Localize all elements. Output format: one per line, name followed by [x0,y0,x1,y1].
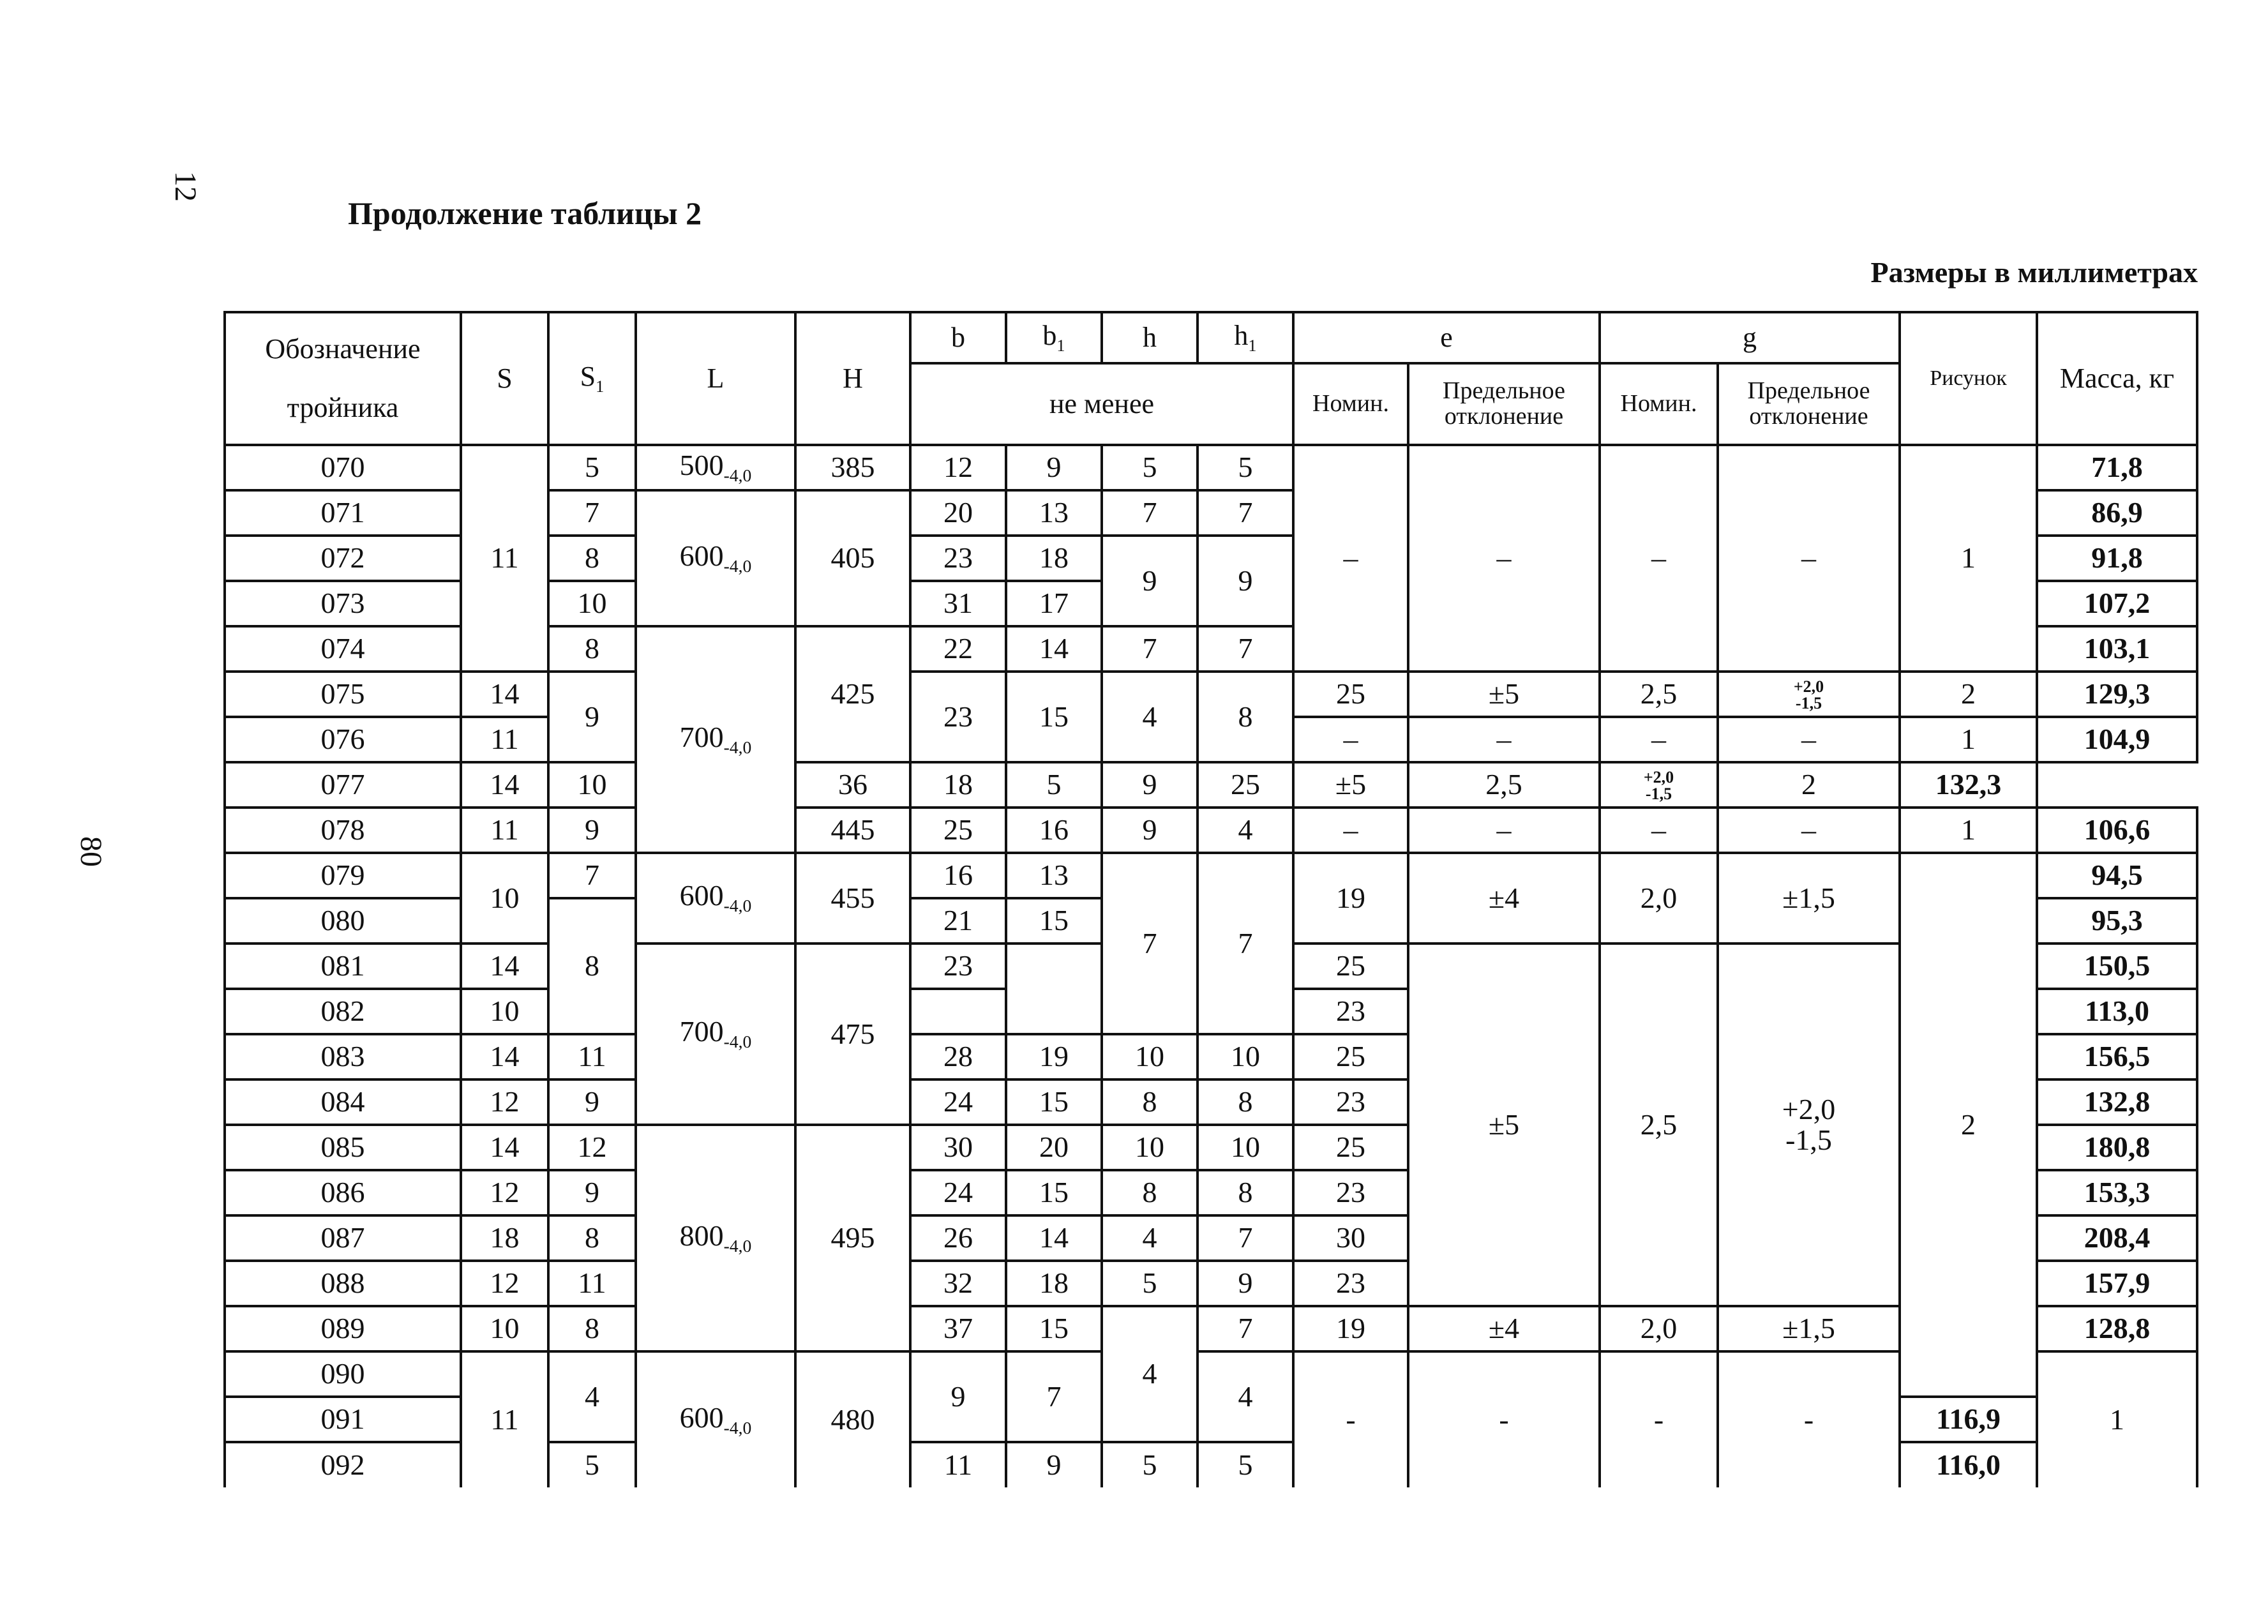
h1-cell: 7 [1198,853,1293,1034]
s1-cell: 8 [548,1306,636,1351]
b-cell: 25 [910,808,1006,853]
mass-cell: 157,9 [2037,1261,2197,1306]
h1-cell: 9 [1198,536,1293,626]
g-nom-cell: - [1600,1351,1718,1487]
mass-cell: 128,8 [2037,1306,2197,1351]
header-h-big: H [795,312,910,445]
g-dev-cell: - [1718,1351,1900,1487]
g-nom-cell: 2,5 [1600,944,1718,1306]
h1-cell: 9 [1102,762,1198,808]
mass-cell: 180,8 [2037,1125,2197,1170]
page-number-top: 12 [169,171,202,202]
mass-cell: 156,5 [2037,1034,2197,1079]
g-nom-cell: – [1600,445,1718,672]
s1-cell: 8 [548,536,636,581]
s-cell: 11 [461,1351,548,1487]
mass-cell: 208,4 [2037,1215,2197,1261]
e-nom-cell: 23 [1293,1170,1408,1215]
header-h1: $h_1$ [1198,312,1293,363]
b-cell: 23 [910,672,1006,762]
header-g: g [1600,312,1900,363]
b1-cell: 20 [1006,1125,1102,1170]
s-cell: 14 [461,762,548,808]
s-cell: 10 [461,989,548,1034]
b-cell: 21 [910,898,1006,944]
e-nom-cell: 19 [1293,853,1408,944]
designation-cell: 086 [225,1170,461,1215]
mass-cell: 104,9 [2037,717,2197,762]
header-g-dev: Предельное отклонение [1718,363,1900,445]
mass-cell: 116,9 [1900,1397,2037,1442]
b-cell: 16 [910,853,1006,898]
h1-cell: 8 [1198,1170,1293,1215]
h-cell: 4 [1102,672,1198,762]
figure-cell: 2 [1900,672,2037,717]
designation-cell: 072 [225,536,461,581]
figure-cell: 1 [1900,717,2037,762]
h-big-cell: 425 [795,626,910,762]
g-dev-cell: ±1,5 [1718,1306,1900,1351]
header-e-dev: Предельное отклонение [1408,363,1600,445]
b1-cell: 18 [910,762,1006,808]
s1-cell: 9 [548,808,636,853]
h-big-cell: 445 [795,808,910,853]
designation-cell: 076 [225,717,461,762]
h1-cell: 8 [1198,672,1293,762]
mass-cell: 150,5 [2037,944,2197,989]
mass-cell: 91,8 [2037,536,2197,581]
h-cell: 10 [1102,1125,1198,1170]
header-mass: Масса, кг [2037,312,2197,445]
e-nom-cell: 25 [1293,1125,1408,1170]
mass-cell: 132,8 [2037,1079,2197,1125]
page-number-side: 80 [74,836,108,867]
g-nom-cell: – [1600,808,1718,853]
b-cell: 22 [910,626,1006,672]
b-cell: 37 [910,1306,1006,1351]
s1-cell: 9 [548,672,636,762]
b1-cell: 13 [1006,490,1102,536]
table-row [225,853,2197,898]
b1-cell: 13 [1006,853,1102,898]
s-cell: 14 [461,672,548,717]
s1-cell: 5 [548,445,636,490]
l-cell: $700_{-4,0}$ [636,626,795,853]
table-title: Продолжение таблицы 2 [348,195,702,231]
mass-cell: 116,0 [1900,1442,2037,1487]
b-cell: 23 [910,944,1006,989]
b1-cell: 15 [1006,672,1102,762]
s1-cell: 10 [548,581,636,626]
s1-cell: 7 [548,853,636,898]
s-cell: 10 [461,1306,548,1351]
b-cell: 9 [910,1351,1006,1442]
designation-cell: 073 [225,581,461,626]
e-nom-cell: – [1293,445,1408,672]
designation-cell: 078 [225,808,461,853]
designation-cell: 088 [225,1261,461,1306]
h-cell: 5 [1102,1261,1198,1306]
s-cell: 12 [461,1079,548,1125]
designation-cell: 074 [225,626,461,672]
mass-cell: 86,9 [2037,490,2197,536]
b1-cell: 18 [1006,536,1102,581]
e-nom-cell: 25 [1293,1034,1408,1079]
header-figure: Рисунок [1900,312,2037,445]
designation-cell: 083 [225,1034,461,1079]
header-b1: $b_1$ [1006,312,1102,363]
e-nom-cell: - [1293,1351,1408,1487]
e-nom-cell: 19 [1293,1306,1408,1351]
e-nom-cell: 23 [1293,989,1408,1034]
g-nom-cell: 2,0 [1600,1306,1718,1351]
mass-cell: 94,5 [2037,853,2197,898]
e-dev-cell: – [1408,808,1600,853]
b1-cell: 15 [1006,1079,1102,1125]
s1-cell: 10 [548,762,636,808]
designation-cell: 090 [225,1351,461,1397]
b-cell: 23 [910,536,1006,581]
table-row [225,762,2197,808]
h1-cell: 7 [1198,1215,1293,1261]
h-cell: 5 [1006,762,1102,808]
b-cell: 12 [910,445,1006,490]
mass-cell: 132,3 [1900,762,2037,808]
b1-cell: 7 [1006,1351,1102,1442]
h-cell: 7 [1102,626,1198,672]
b-cell [910,989,1006,1034]
e-dev-cell: ±5 [1408,672,1600,717]
s1-cell: 12 [548,1125,636,1170]
s1-cell: 8 [548,898,636,1034]
h-big-cell: 480 [795,1351,910,1487]
h1-cell: 4 [1198,808,1293,853]
s-cell: 12 [461,1261,548,1306]
l-cell: $700_{-4,0}$ [636,944,795,1125]
e-dev-cell: ±5 [1293,762,1408,808]
header-g-nom: Номин. [1600,363,1718,445]
g-nom-cell: 2,0 [1600,853,1718,944]
b-cell: 24 [910,1079,1006,1125]
designation-cell: 085 [225,1125,461,1170]
designation-cell: 081 [225,944,461,989]
header-e-nom: Номин. [1293,363,1408,445]
mass-cell: 107,2 [2037,581,2197,626]
e-dev-cell: ±5 [1408,944,1600,1306]
designation-cell: 087 [225,1215,461,1261]
mass-cell: 95,3 [2037,898,2197,944]
h-cell: 10 [1102,1034,1198,1079]
e-nom-cell: 30 [1293,1215,1408,1261]
s-cell: 11 [461,717,548,762]
b-cell: 30 [910,1125,1006,1170]
b-cell: 24 [910,1170,1006,1215]
h1-cell: 7 [1198,626,1293,672]
h-cell: 9 [1102,536,1198,626]
b1-cell: 15 [1006,1306,1102,1351]
g-dev-cell: +2,0 -1,5 [1600,762,1718,808]
units-note: Размеры в миллиметрах [1870,256,2198,289]
b1-cell: 14 [1006,1215,1102,1261]
s-cell: 10 [461,853,548,944]
s1-cell: 11 [548,1261,636,1306]
s1-cell: 8 [548,1215,636,1261]
header-h: h [1102,312,1198,363]
mass-cell: 129,3 [2037,672,2197,717]
g-dev-cell: – [1718,808,1900,853]
designation-cell: 080 [225,898,461,944]
designation-cell: 079 [225,853,461,898]
s-cell: 14 [461,944,548,989]
h1-cell: 5 [1198,445,1293,490]
header-s1: $S_1$ [548,312,636,445]
b1-cell: 17 [1006,581,1102,626]
table-row [225,672,2197,717]
b-cell: 32 [910,1261,1006,1306]
h-big-cell: 495 [795,1125,910,1351]
e-nom-cell: 23 [1293,1261,1408,1306]
figure-cell: 1 [2037,1351,2197,1487]
g-dev-cell: ±1,5 [1718,853,1900,944]
figure-cell: 1 [1900,445,2037,672]
h1-cell: 5 [1198,1442,1293,1487]
g-nom-cell: – [1600,717,1718,762]
l-cell: $600_{-4,0}$ [636,853,795,944]
b-cell: 36 [795,762,910,808]
b-cell: 26 [910,1215,1006,1261]
b1-cell: 16 [1006,808,1102,853]
e-nom-cell: 25 [1293,672,1408,717]
s1-cell: 4 [548,1351,636,1442]
l-cell: $800_{-4,0}$ [636,1125,795,1351]
e-nom-cell: – [1293,808,1408,853]
s1-cell: 11 [548,1034,636,1079]
b1-cell: 9 [1006,445,1102,490]
e-dev-cell: - [1408,1351,1600,1487]
h-cell: 4 [1102,1215,1198,1261]
b-cell: 31 [910,581,1006,626]
e-nom-cell: – [1293,717,1408,762]
h-cell: 8 [1102,1170,1198,1215]
mass-cell: 106,6 [2037,808,2197,853]
g-dev-cell: +2,0 -1,5 [1718,672,1900,717]
h1-cell: 9 [1198,1261,1293,1306]
s1-cell: 9 [548,1079,636,1125]
b-cell: 20 [910,490,1006,536]
designation-cell: 071 [225,490,461,536]
s-cell: 18 [461,1215,548,1261]
figure-cell: 2 [1718,762,1900,808]
header-l: L [636,312,795,445]
h-cell: 9 [1102,808,1198,853]
b1-cell: 9 [1006,1442,1102,1487]
h-big-cell: 385 [795,445,910,490]
h-big-cell: 405 [795,490,910,626]
designation-cell: 091 [225,1397,461,1442]
b-cell: 11 [910,1442,1006,1487]
g-dev-cell: – [1718,445,1900,672]
table-row [225,808,2197,853]
mass-cell: 153,3 [2037,1170,2197,1215]
mass-cell: 71,8 [2037,445,2197,490]
designation-cell: 089 [225,1306,461,1351]
header-not-less: не менее [910,363,1293,445]
h1-cell: 10 [1198,1034,1293,1079]
designation-cell: 092 [225,1442,461,1487]
e-nom-cell: 25 [1198,762,1293,808]
figure-cell: 1 [1900,808,2037,853]
h-big-cell: 455 [795,853,910,944]
designation-cell: 084 [225,1079,461,1125]
header-b: b [910,312,1006,363]
g-nom-cell: 2,5 [1408,762,1600,808]
g-dev-cell: +2,0 -1,5 [1718,944,1900,1306]
h1-cell: 8 [1198,1079,1293,1125]
dimensions-table [223,311,2198,1487]
b1-cell: 18 [1006,1261,1102,1306]
h-cell: 5 [1102,445,1198,490]
g-nom-cell: 2,5 [1600,672,1718,717]
h1-cell: 4 [1198,1351,1293,1442]
s1-cell: 5 [548,1442,636,1487]
table-row [225,445,2197,490]
h-cell: 4 [1102,1306,1198,1442]
l-cell: $600_{-4,0}$ [636,490,795,626]
s-cell: 12 [461,1170,548,1215]
s1-cell: 8 [548,626,636,672]
header-e: e [1293,312,1600,363]
designation-cell: 077 [225,762,461,808]
h1-cell: 7 [1198,490,1293,536]
b1-cell: 15 [1006,1170,1102,1215]
e-dev-cell: – [1408,717,1600,762]
e-dev-cell: – [1408,445,1600,672]
h-cell: 7 [1102,490,1198,536]
e-dev-cell: ±4 [1408,853,1600,944]
e-dev-cell: ±4 [1408,1306,1600,1351]
h1-cell: 7 [1198,1306,1293,1351]
s-cell: 11 [461,808,548,853]
mass-cell: 113,0 [2037,989,2197,1034]
designation-cell: 075 [225,672,461,717]
b-cell: 28 [910,1034,1006,1079]
header-s: S [461,312,548,445]
b1-cell: 15 [1006,898,1102,944]
l-cell: $600_{-4,0}$ [636,1351,795,1487]
header-designation: Обозначение тройника [225,312,461,445]
h-cell: 5 [1102,1442,1198,1487]
s1-cell: 7 [548,490,636,536]
b1-cell: 14 [1006,626,1102,672]
s-cell: 11 [461,445,548,672]
h-cell: 8 [1102,1079,1198,1125]
b1-cell [1006,944,1102,1034]
e-nom-cell: 25 [1293,944,1408,989]
l-cell: $500_{-4,0}$ [636,445,795,490]
s-cell: 14 [461,1034,548,1079]
designation-cell: 070 [225,445,461,490]
designation-cell: 082 [225,989,461,1034]
mass-cell: 103,1 [2037,626,2197,672]
s1-cell: 9 [548,1170,636,1215]
h-cell: 7 [1102,853,1198,1034]
e-nom-cell: 23 [1293,1079,1408,1125]
s-cell: 14 [461,1125,548,1170]
h1-cell: 10 [1198,1125,1293,1170]
figure-cell: 2 [1900,853,2037,1397]
b1-cell: 19 [1006,1034,1102,1079]
g-dev-cell: – [1718,717,1900,762]
h-big-cell: 475 [795,944,910,1125]
